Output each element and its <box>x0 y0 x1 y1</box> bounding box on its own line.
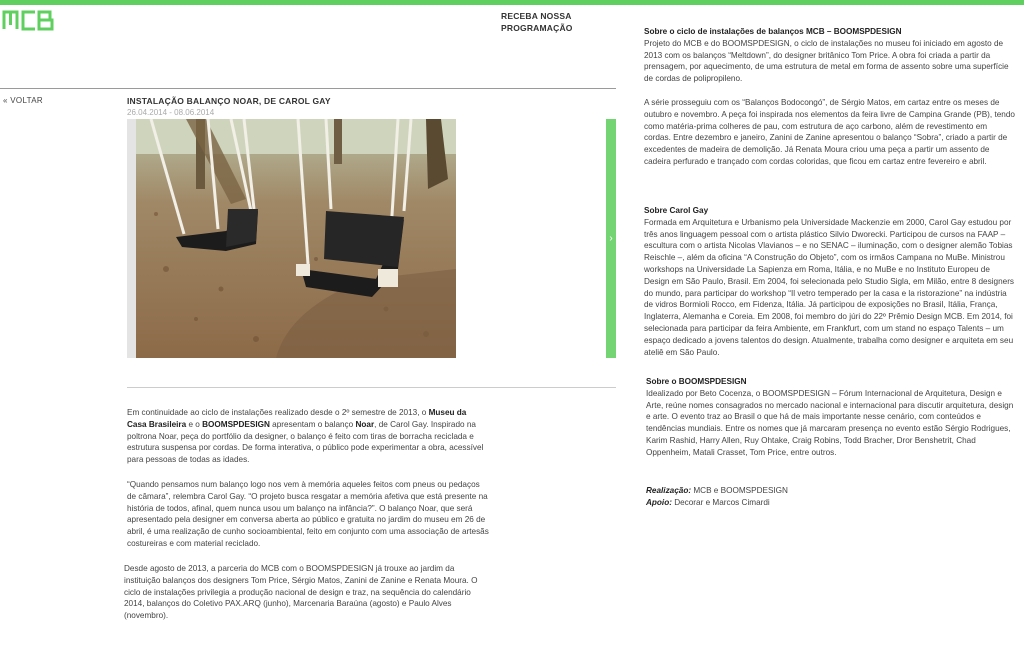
back-link[interactable] <box>3 96 43 105</box>
event-dates: 26.04.2014 - 08.06.2014 <box>127 108 215 117</box>
p1-text-e: apresentam o balanço <box>269 419 356 429</box>
page-title: INSTALAÇÃO BALANÇO NOAR, DE CAROL GAY <box>127 96 331 106</box>
nav-line1: RECEBA NOSSA <box>501 11 572 21</box>
p1-text-c: e o <box>186 419 203 429</box>
mcb-logo-icon <box>2 9 54 31</box>
p1-noar: Noar <box>355 419 375 429</box>
slider-next-button[interactable] <box>606 119 616 358</box>
section-ciclo-p1: Projeto do MCB e do BOOMSPDESIGN, o ciclo de instalações no museu foi iniciado em agosto de 2013 com os balanços “Meltdown”, do designer britânico Tom Price. A obra foi criada a partir da prensagem, por aquecimento, de uma estrutura de metal em forma de assento sobre uma superfície de cordas de polipropileno. <box>644 38 1009 84</box>
image-slider <box>127 119 616 358</box>
main-paragraph-2: “Quando pensamos num balanço logo nos vem à memória aqueles feitos com pneus ou pedaços de câmara”, relembra Carol Gay. “O projeto busca resgatar a memória afetiva que está presente na história de todos, afinal, quem nunca usou um balanço na infância?”. O balanço Noar, que será apresentado pela designer em conversa aberta ao público e gratuita no jardim do museu em 26 de abril, é uma realização de cunho socioambiental, feito em conjunto com uma associação de artesãs costureiras e com material reciclado. <box>127 480 489 548</box>
main-paragraph-1 <box>127 407 487 466</box>
credit-realizacao-label: Realização: <box>646 486 692 495</box>
nav-line2: PROGRAMAÇÃO <box>501 23 573 33</box>
section-ciclo-p2: A série prosseguiu com os “Balanços Bodocongó”, de Sérgio Matos, em cartaz entre os meses de outubro e novembro. A peça foi inspirada nos elementos da feira livre de Campina Grande (PB), tendo como matéria-prima colheres de pau, com estrutura de aço carbono, além de revestimento em cordas. Entre dezembro e janeiro, Zanini de Zanine apresentou o balanço “Sobra”, criado a partir de excedentes de madeira de demolição. Já Renata Moura criou uma peça a partir um assento de cadeira perfurado e trançado com cordas coloridas, que ficou em cartaz entre fevereiro e abril. <box>644 98 1015 166</box>
content-divider <box>127 387 616 388</box>
section-ciclo-continued <box>644 97 1016 168</box>
section-carol-gay-heading: Sobre Carol Gay <box>644 206 709 215</box>
credit-apoio-value: Decorar e Marcos Cimardi <box>671 497 770 507</box>
mcb-logo[interactable] <box>2 9 54 33</box>
back-label: VOLTAR <box>10 96 43 105</box>
section-ciclo-heading: Sobre o ciclo de instalações de balanços MCB – BOOMSPDESIGN <box>644 27 902 36</box>
credit-realizacao <box>646 485 788 497</box>
swing-photo <box>136 119 456 358</box>
p1-museum-name: Museu da Casa Brasileira <box>127 408 467 429</box>
top-accent-bar <box>0 0 1024 5</box>
section-boomspdesign-text: Idealizado por Beto Cocenza, o BOOMSPDESIGN – Fórum Internacional de Arquitetura, Design e Arte, reúne nomes consagrados no mercado nacional e internacional para discutir arquitetura, design e arte. O evento traz ao Brasil o que há de mais importante nesse cenário, com conteúdos e tendências mundiais. Entre os nomes que já marcaram presença no evento estão Sérgio Rodrigues, Karim Rashid, Harry Allen, Ruy Ohtake, Craig Robins, Todd Bracher, Dror Benshetrit, Chad Oppenheim, Matali Crasset, Tom Price, entre outros. <box>646 388 1014 457</box>
section-ciclo <box>644 26 1016 85</box>
credit-apoio-label: Apoio: <box>646 497 672 507</box>
double-chevron-left-icon: « <box>3 96 8 105</box>
credit-realizacao-value: MCB e BOOMSPDESIGN <box>691 486 788 495</box>
p1-text-g: , de Carol Gay. Inspirado na poltrona Noar, peça do portfólio da designer, o balanço é feito com tiras de borracha reciclada e estrutura suspensa por cordas. De forma interativa, o público pode experimentar a obra, acessível para pessoas de todas as idades. <box>127 419 484 465</box>
credit-apoio <box>646 497 788 509</box>
section-carol-gay <box>644 205 1016 358</box>
p1-boomspdesign: BOOMSPDESIGN <box>202 419 270 429</box>
p1-text-a: Em continuidade ao ciclo de instalações realizado desde o 2º semestre de 2013, o <box>127 408 429 417</box>
main-paragraph-3: Desde agosto de 2013, a parceria do MCB com o BOOMSPDESIGN já trouxe ao jardim da instituição balanços dos designers Tom Price, Sérgio Matos, Zanini de Zanine e Renata Moura. O ciclo de instalações privilegia a produção nacional de design e traz, na sequência do calendário 2014, balanços do Coletivo PAX.ARQ (junho), Marcenaria Baraúna (agosto) e Paulo Alves (novembro). <box>124 564 478 621</box>
section-boomspdesign-heading: Sobre o BOOMSPDESIGN <box>646 377 747 386</box>
section-boomspdesign <box>646 376 1016 459</box>
chevron-right-icon: › <box>609 233 613 244</box>
nav-receba-programacao[interactable] <box>501 10 591 34</box>
header-divider <box>0 88 616 89</box>
slider-prev-area[interactable] <box>127 119 136 358</box>
section-carol-gay-text: Formada em Arquitetura e Urbanismo pela Universidade Mackenzie em 2000, Carol Gay estudou por três anos linguagem pessoal com o artista plástico Silvio Dworecki. Participou de cursos na FAAP – escultura com o artista Nicolas Vlavianos – e no SENAC – iluminação, com o designer alemão Tobias Reischle –, além da oficina “A Construção do Objeto”, com os irmãos Campana no MuBe. Ministrou workshops na Universidade La Sapienza em Roma, Itália, e no MuBe e no Instituto Europeu de Design em São Paulo, Brasil. Em 2004, foi selecionada pelo Studio Sigla, em Milão, entre 8 designers do mundo, para participar do workshop “Il vetro temperado per la casa e la ristorazione” na indústria de vidros Bormioli Rocco, em Fidenza, Itália. Já participou de exposições no Brasil, Itália, França, Inglaterra, Alemanha e Coreia. Em 2008, foi membro do júri do 22º Prêmio Design MCB. Em 2014, foi selecionada para participar da feira Ambiente, em Frankfurt, com um stand no espaço Talents – um espaço dedicado a jovens talentos do design. Atualmente, trabalha como designer e arquiteta em seu ateliê em São Paulo. <box>644 217 1015 357</box>
credits <box>646 485 788 509</box>
